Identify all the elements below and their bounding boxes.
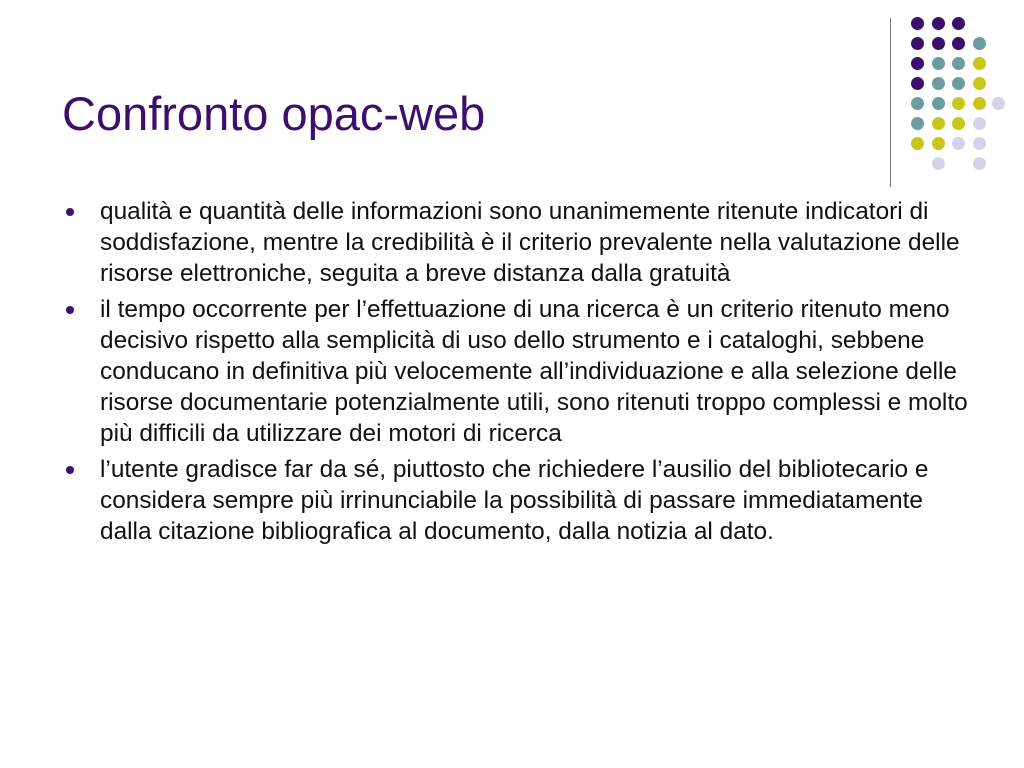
decorative-dot [973, 117, 986, 130]
decorative-dot [973, 157, 986, 170]
decorative-dot [952, 117, 965, 130]
decorative-dot [952, 97, 965, 110]
decorative-dot [992, 97, 1005, 110]
decorative-dot [911, 77, 924, 90]
bullet-text: il tempo occorrente per l’effettuazione di una ricerca è un criterio ritenuto meno decisivo rispetto alla semplicità di uso dello strumento e i cataloghi, sebbene conducano in definitiva più velocemente all’individuazione e alla selezione delle risorse documentarie potenzialmente utili, sono ritenuti troppo complessi e molto più difficili da utilizzare dei motori di ricerca [100, 296, 968, 447]
decorative-dot [932, 57, 945, 70]
decorative-dot-grid [0, 0, 1024, 200]
decorative-dot [973, 37, 986, 50]
decorative-dot [911, 137, 924, 150]
decorative-dot [932, 17, 945, 30]
decorative-dot [911, 117, 924, 130]
bullet-item [100, 196, 980, 289]
decorative-dot [952, 137, 965, 150]
decorative-dot [952, 17, 965, 30]
decorative-dot [952, 77, 965, 90]
decorative-dot [973, 97, 986, 110]
decorative-dot [973, 77, 986, 90]
decorative-dot [932, 137, 945, 150]
slide-title: Confronto opac-web [62, 87, 486, 140]
bullet-text: l’utente gradisce far da sé, piuttosto che richiedere l’ausilio del bibliotecario e considera sempre più irrinunciabile la possibilità di passare immediatamente dalla citazione bibliografica al documento, dalla notizia al dato. [100, 456, 929, 545]
bullet-item [100, 454, 980, 547]
decorative-dot [932, 157, 945, 170]
decorative-dot [911, 97, 924, 110]
decorative-dot [911, 57, 924, 70]
bullet-list [100, 196, 980, 552]
bullet-dot-icon [66, 208, 74, 216]
decorative-dot [932, 37, 945, 50]
decorative-dot [932, 97, 945, 110]
decorative-dot [911, 37, 924, 50]
bullet-dot-icon [66, 306, 74, 314]
decorative-dot [973, 57, 986, 70]
decorative-dot [932, 77, 945, 90]
bullet-item [100, 294, 980, 449]
bullet-text: qualità e quantità delle informazioni sono unanimemente ritenute indicatori di soddisfazione, mentre la credibilità è il criterio prevalente nella valutazione delle risorse elettroniche, seguita a breve distanza dalla gratuità [100, 198, 960, 287]
decorative-dot [932, 117, 945, 130]
decorative-dot [952, 57, 965, 70]
bullet-dot-icon [66, 466, 74, 474]
decorative-dot [973, 137, 986, 150]
decorative-dot [911, 17, 924, 30]
decorative-dot [952, 37, 965, 50]
